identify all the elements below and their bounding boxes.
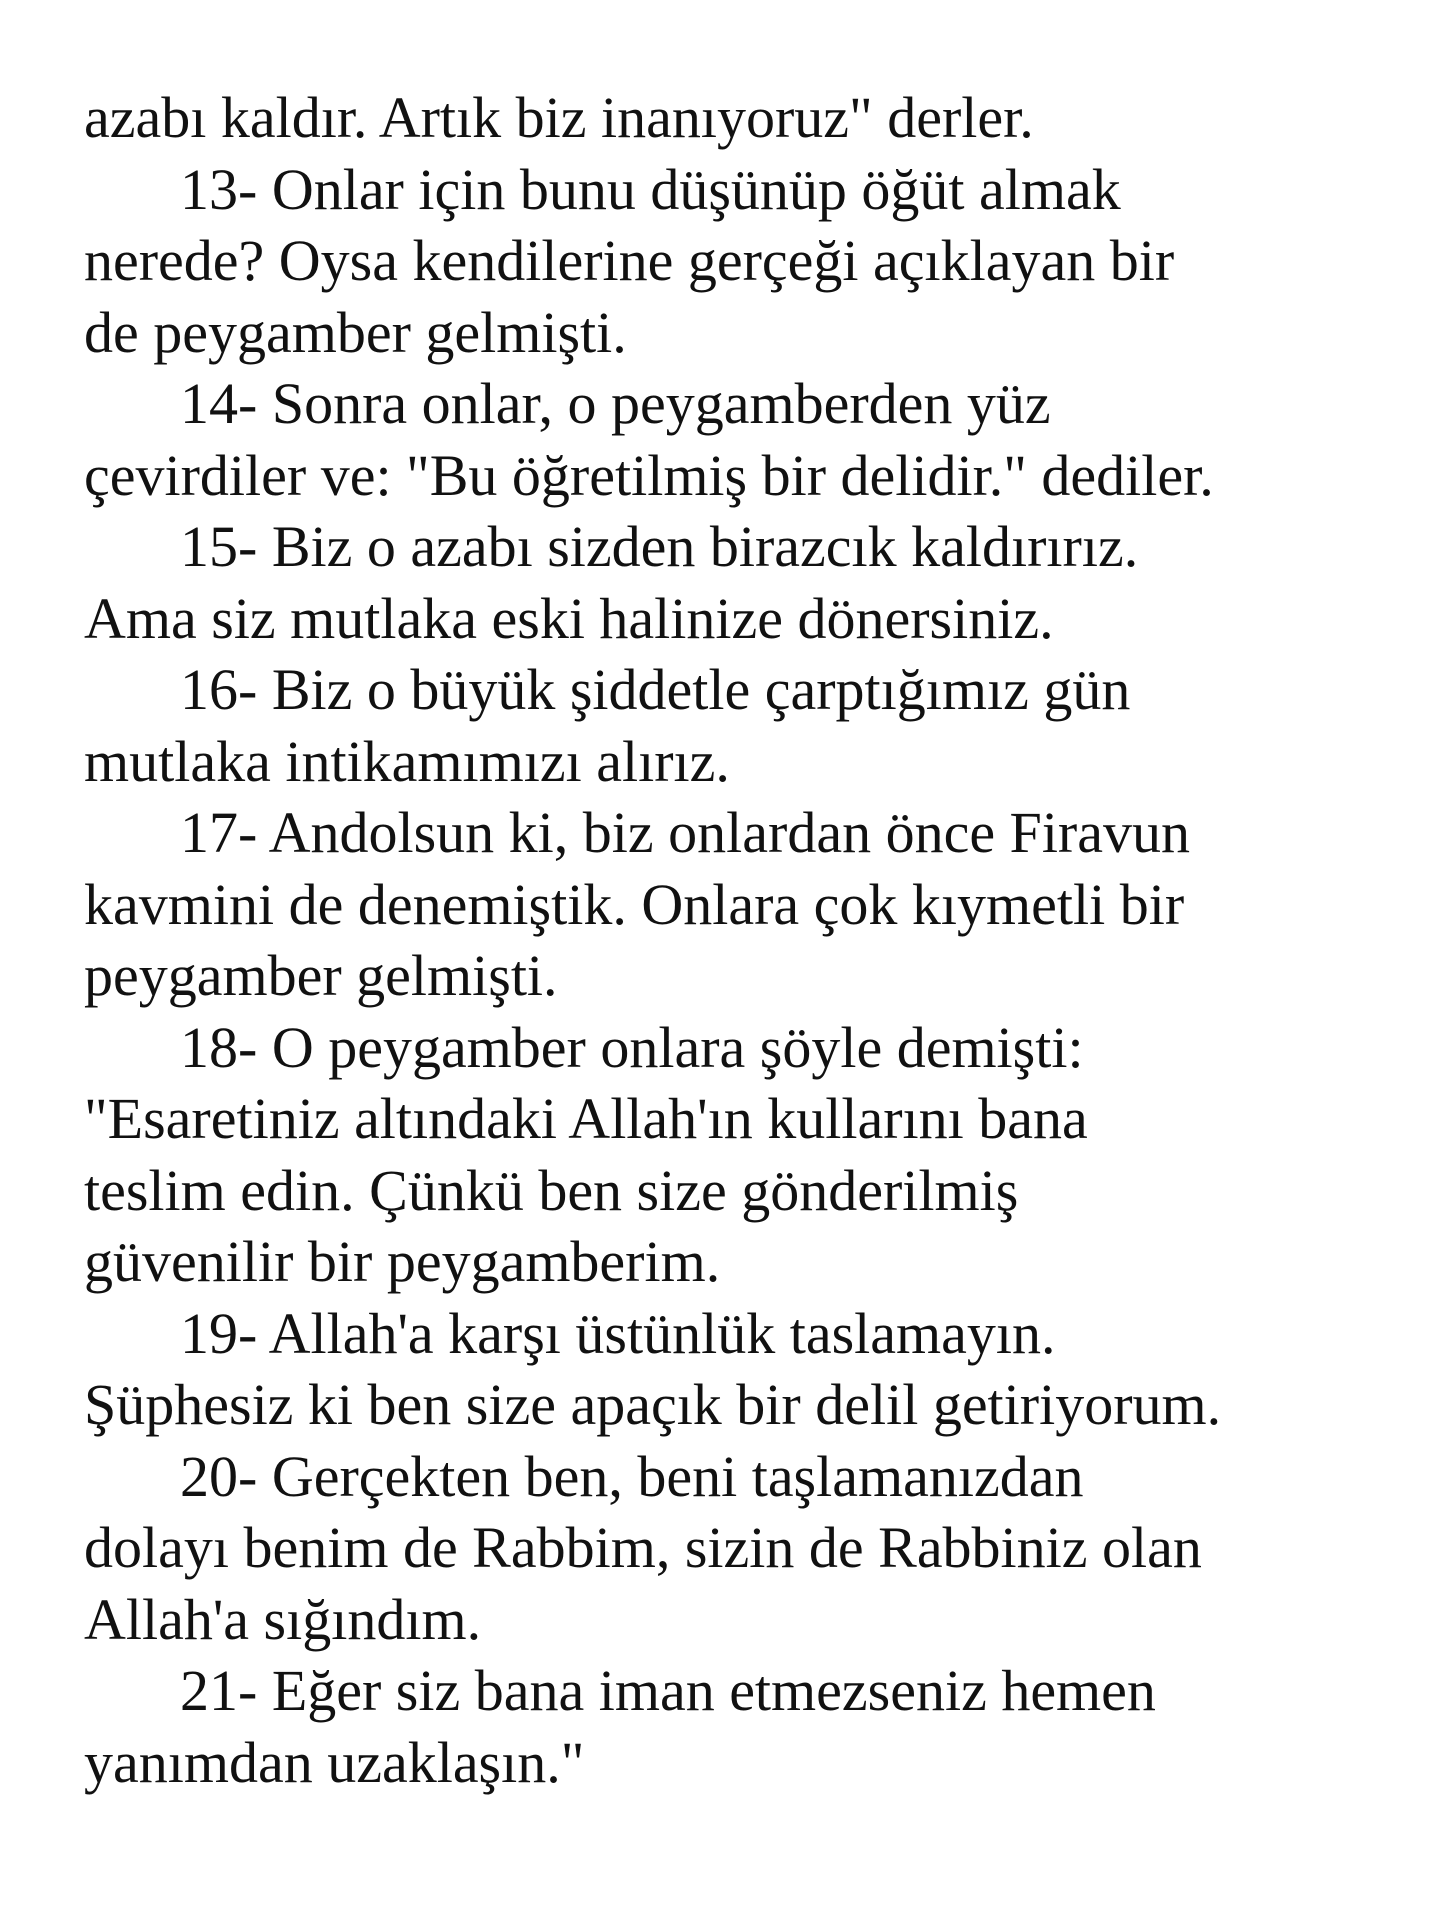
text-line: mutlaka intikamımızı alırız. xyxy=(84,728,730,794)
text-line: teslim edin. Çünkü ben size gönderilmiş xyxy=(84,1157,1019,1223)
text-line: kavmini de denemiştik. Onlara çok kıymetli bir xyxy=(84,871,1185,937)
text-line: nerede? Oysa kendilerine gerçeği açıklayan bir xyxy=(84,228,1175,293)
text-line: azabı kaldır. Artık biz inanıyoruz" derler. xyxy=(84,85,1034,150)
text-line: "Esaretiniz altındaki Allah'ın kullarını bana xyxy=(84,1086,1088,1151)
text-line: Ama siz mutlaka eski halinize dönersiniz. xyxy=(84,585,1054,651)
text-line: çevirdiler ve: "Bu öğretilmiş bir delidir." dediler. xyxy=(84,442,1214,508)
verse-15-start: 15- Biz o azabı sizden birazcık kaldırırız. xyxy=(180,514,1139,579)
text-line: dolayı benim de Rabbim, sizin de Rabbiniz olan xyxy=(84,1515,1202,1580)
text-line: peygamber gelmişti. xyxy=(84,943,558,1008)
text-line: yanımdan uzaklaşın." xyxy=(84,1729,585,1795)
text-line: Şüphesiz ki ben size apaçık bir delil getiriyorum. xyxy=(84,1372,1222,1437)
verse-13-start: 13- Onlar için bunu düşünüp öğüt almak xyxy=(180,156,1121,222)
verse-17-start: 17- Andolsun ki, biz onlardan önce Firavun xyxy=(180,800,1190,865)
text-line: Allah'a sığındım. xyxy=(84,1586,482,1652)
verse-14-start: 14- Sonra onlar, o peygamberden yüz xyxy=(180,371,1051,436)
text-line: de peygamber gelmişti. xyxy=(84,299,627,365)
verse-20-start: 20- Gerçekten ben, beni taşlamanızdan xyxy=(180,1443,1084,1509)
verse-16-start: 16- Biz o büyük şiddetle çarptığımız gün xyxy=(180,657,1131,722)
verse-21-start: 21- Eğer siz bana iman etmezseniz hemen xyxy=(180,1658,1156,1723)
verse-19-start: 19- Allah'a karşı üstünlük taslamayın. xyxy=(180,1300,1056,1366)
text-line: güvenilir bir peygamberim. xyxy=(84,1229,721,1294)
verse-18-start: 18- O peygamber onlara şöyle demişti: xyxy=(180,1014,1084,1080)
document-page xyxy=(84,82,1404,1798)
